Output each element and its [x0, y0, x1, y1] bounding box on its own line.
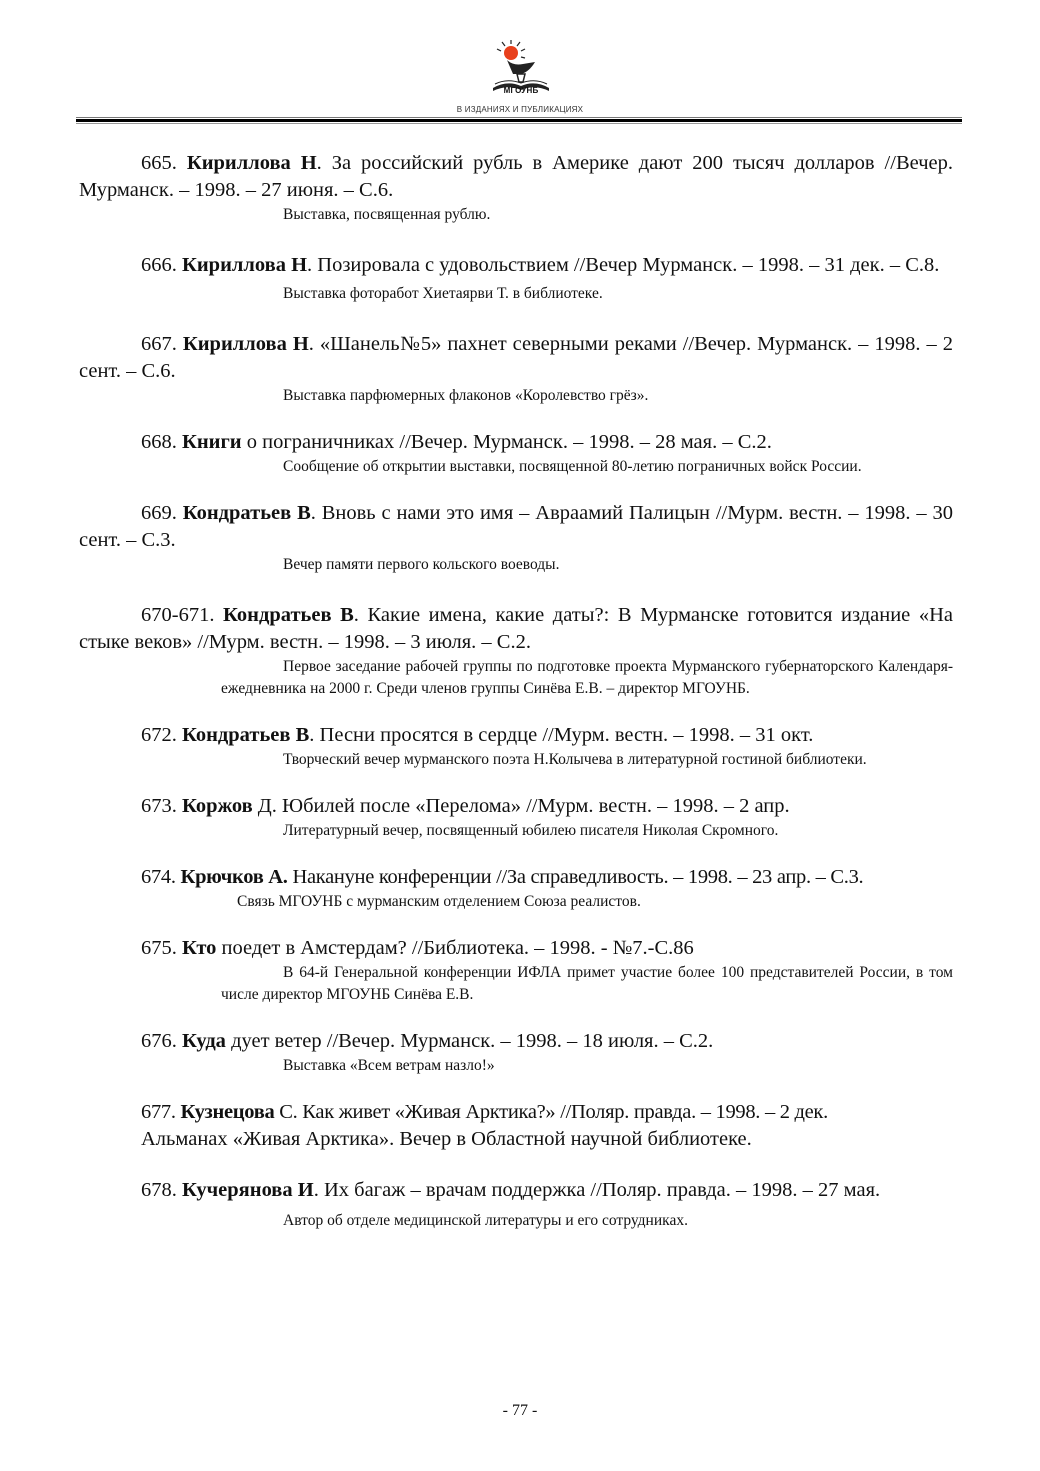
- entry-citation: [79, 1177, 953, 1204]
- entry-author: Кто: [182, 937, 217, 959]
- entry-citation: [79, 602, 953, 656]
- entry-number: 673.: [141, 795, 177, 817]
- entry-citation: [79, 793, 953, 820]
- entry-author: Кузнецова: [180, 1101, 275, 1123]
- entry-citation: [79, 864, 953, 891]
- entry-citation: [79, 935, 953, 962]
- entry-author: Кондратьев В: [182, 724, 310, 746]
- entry-citation: [79, 722, 953, 749]
- entry-text: . За российский рубль в Америке дают 200 тысяч долларов //Вечер. Мурманск. – 1998. – 27 июня. – С.6.: [79, 152, 953, 201]
- entry-text: . Какие имена, какие даты?: В Мурманске готовится издание «На стыке веков» //Мурм. вестн. – 1998. – 3 июля. – С.2.: [79, 604, 954, 653]
- entry-number: 674.: [141, 866, 176, 888]
- entry-citation: [79, 331, 953, 385]
- bibliography-entry: [79, 602, 953, 700]
- logo-text: МГОУНБ: [503, 86, 539, 95]
- entry-text: Д. Юбилей после «Перелома» //Мурм. вестн. – 1998. – 2 апр.: [252, 795, 790, 817]
- entry-annotation: Творческий вечер мурманского поэта Н.Колычева в литературной гостиной библиотеки.: [283, 751, 867, 768]
- entry-author: Кириллова Н: [186, 152, 317, 174]
- entry-citation: [79, 429, 953, 456]
- header-rule-thin-bottom: [76, 123, 962, 124]
- entry-author: Кучерянова И: [182, 1179, 314, 1201]
- entry-text: . Вновь с нами это имя – Авраамий Палицын //Мурм. вестн. – 1998. – 30 сент. – С.3.: [79, 502, 953, 551]
- bibliography-entry: [79, 252, 953, 305]
- entry-annotation: Выставка парфюмерных флаконов «Королевство грёз».: [283, 387, 649, 404]
- entry-number: 665.: [141, 152, 177, 174]
- entry-author: Кондратьев В: [182, 502, 311, 524]
- bibliography-entry: [79, 1099, 953, 1153]
- header-subtitle: В ИЗДАНИЯХ И ПУБЛИКАЦИЯХ: [456, 105, 584, 114]
- entry-annotation: Альманах «Живая Арктика». Вечер в Областной научной библиотеке.: [141, 1128, 752, 1150]
- entry-author: Кондратьев В: [223, 604, 354, 626]
- entry-text: . Позировала с удовольствием //Вечер Мурманск. – 1998. – 31 дек. – С.8.: [307, 254, 940, 276]
- bibliography-entry: [79, 935, 953, 1006]
- entry-annotation: Выставка фоторабот Хиетаярви Т. в библиотеке.: [283, 285, 603, 302]
- entry-number: 669.: [141, 502, 177, 524]
- entry-author: Кириллова Н: [182, 254, 308, 276]
- bibliography-entry: [79, 864, 953, 913]
- page-number: - 77 -: [502, 1402, 538, 1419]
- entry-text: Накануне конференции //За справедливость. – 1998. – 23 апр. – С.3.: [287, 866, 864, 888]
- entry-text: дует ветер //Вечер. Мурманск. – 1998. – 18 июля. – С.2.: [225, 1030, 714, 1052]
- entry-text: о пограничниках //Вечер. Мурманск. – 1998. – 28 мая. – С.2.: [241, 431, 772, 453]
- entry-annotation: Вечер памяти первого кольского воеводы.: [283, 556, 560, 573]
- entry-annotation: Выставка «Всем ветрам назло!»: [283, 1057, 495, 1074]
- bibliography-entry: [79, 429, 953, 478]
- entry-number: 676.: [141, 1030, 177, 1052]
- entry-citation: [79, 252, 953, 279]
- page-header: [0, 0, 1040, 125]
- entry-annotation: Литературный вечер, посвященный юбилею писателя Николая Скромного.: [283, 822, 779, 839]
- entry-text: поедет в Амстердам? //Библиотека. – 1998. - №7.-С.86: [216, 937, 694, 959]
- entry-citation: [79, 150, 953, 204]
- bibliography-entry: [79, 500, 953, 576]
- entry-author: Кириллова Н: [182, 333, 309, 355]
- entry-text: . Их багаж – врачам поддержка //Поляр. правда. – 1998. – 27 мая.: [313, 1179, 881, 1201]
- bibliography-entry: [79, 1028, 953, 1077]
- header-rule-thin: [76, 117, 962, 118]
- entry-citation: [79, 1099, 953, 1126]
- entry-number: 675.: [141, 937, 177, 959]
- entry-author: Куда: [182, 1030, 226, 1052]
- entry-number: 668.: [141, 431, 177, 453]
- bibliography-entry: [79, 793, 953, 842]
- bibliography-entry: [79, 722, 953, 771]
- entry-number: 670-671.: [141, 604, 215, 626]
- bibliography-entry: [79, 331, 953, 407]
- entry-number: 678.: [141, 1179, 177, 1201]
- entry-citation: [79, 1028, 953, 1055]
- entry-annotation: Первое заседание рабочей группы по подготовке проекта Мурманского губернаторского Календаря-ежедневника на 2000 г. Среди членов группы Синёва Е.В. – директор МГОУНБ.: [221, 658, 953, 697]
- entry-number: 667.: [141, 333, 177, 355]
- entry-annotation: Сообщение об открытии выставки, посвященной 80-летию пограничных войск России.: [283, 458, 862, 475]
- entry-number: 677.: [141, 1101, 176, 1123]
- entry-author: Книги: [182, 431, 242, 453]
- header-rule-thick: [76, 119, 962, 122]
- entry-number: 666.: [141, 254, 177, 276]
- entry-author: Коржов: [182, 795, 253, 817]
- entry-text: . «Шанель№5» пахнет северными реками //Вечер. Мурманск. – 1998. – 2 сент. – С.6.: [79, 333, 953, 382]
- bibliography-entry: [79, 1177, 953, 1232]
- bibliography-list: [79, 150, 953, 1232]
- entry-text: . Песни просятся в сердце //Мурм. вестн. – 1998. – 31 окт.: [309, 724, 814, 746]
- entry-annotation: Связь МГОУНБ с мурманским отделением Союза реалистов.: [237, 893, 641, 910]
- entry-annotation: Автор об отделе медицинской литературы и его сотрудниках.: [283, 1212, 688, 1229]
- entry-text: С. Как живет «Живая Арктика?» //Поляр. правда. – 1998. – 2 дек.: [274, 1101, 828, 1123]
- entry-number: 672.: [141, 724, 177, 746]
- entry-citation: [79, 500, 953, 554]
- entry-annotation: В 64-й Генеральной конференции ИФЛА примет участие более 100 представителей России, в том числе директор МГОУНБ Синёва Е.В.: [221, 964, 953, 1003]
- bibliography-entry: [79, 150, 953, 226]
- entry-author: Крючков А.: [180, 866, 288, 888]
- entry-annotation: Выставка, посвященная рублю.: [283, 206, 491, 223]
